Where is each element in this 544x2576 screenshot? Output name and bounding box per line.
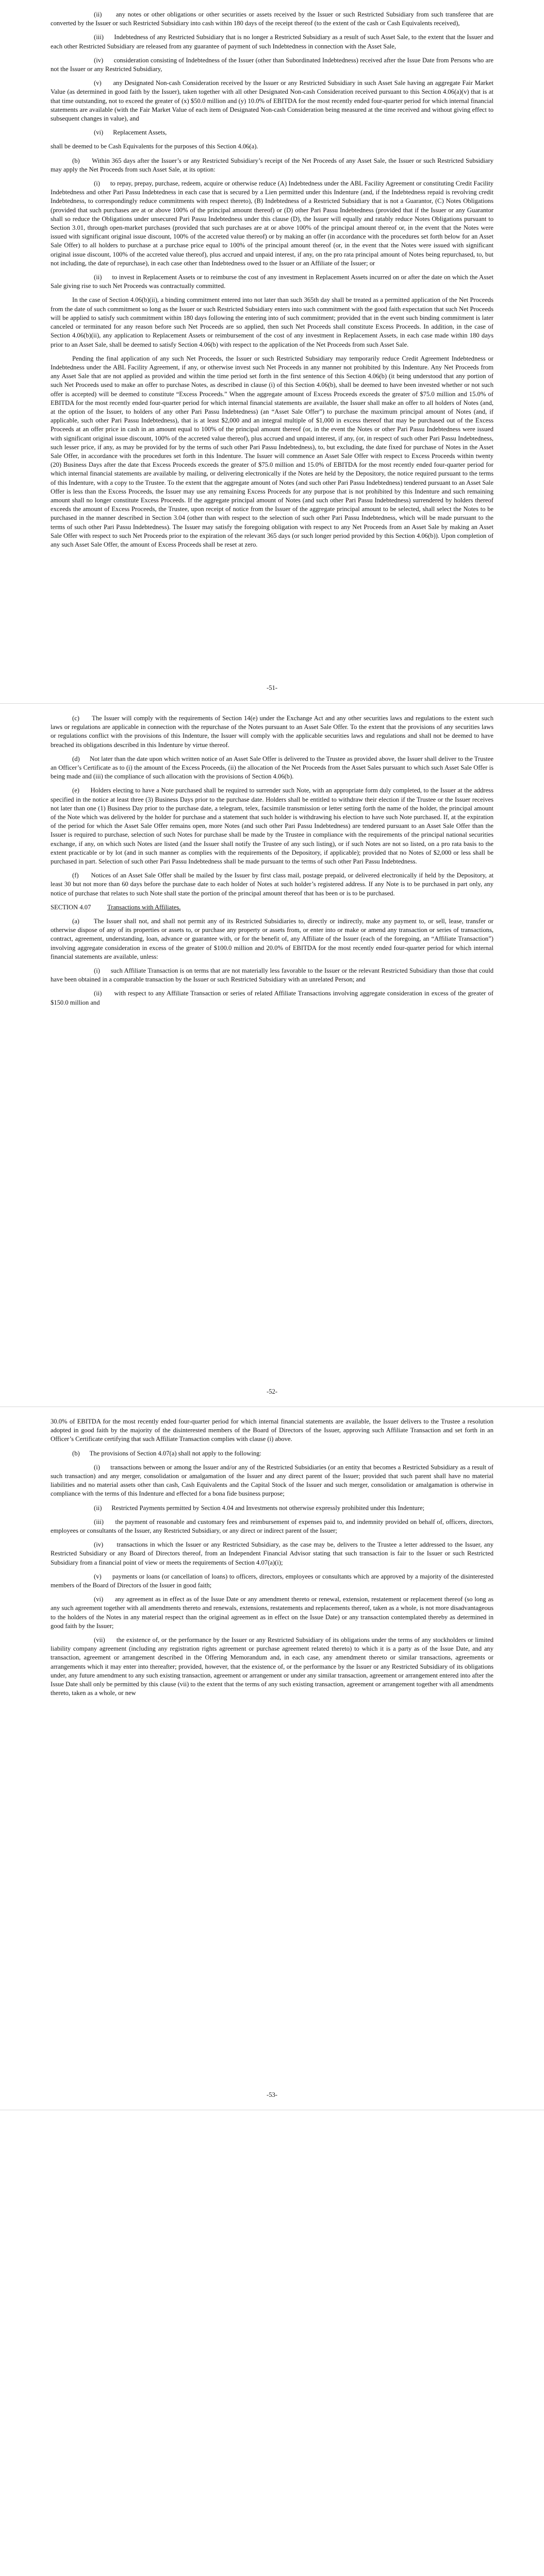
paragraph: (e) Holders electing to have a Note purchased shall be required to surrender such Note, with an appropriate form duly completed, to the Issuer at the address specified in the notice at least three (3) Business Days prior to the purchase date. Holders shall be entitled to withdraw their election if the Trustee or the Issuer receives not later than one (1) Business Day prior to the purchase date, a telegram, telex, facsimile transmission or letter setting forth the name of the holder, the principal amount of the Note which was delivered by the holder for purchase and a statement that such holder is withdrawing his election to have such Note purchased. If, at the expiration of the period for which the Asset Sale Offer remains open, more Notes (and such other Pari Passu Indebtedness) are tendered pursuant to an Asset Sale Offer than the Issuer is required to purchase, selection of such Notes for purchase shall be made by the Trustee in compliance with the requirements of the principal national securities exchange, if any, on which such Notes are listed (and the Issuer shall notify the Trustee of any such listing), or if such Notes are not so listed, on a pro rata basis to the extent practicable or by lot (and in such manner as complies with the requirements of the Depository, if applicable); provided that no Notes of $2,000 or less shall be purchased in part. Selection of such other Pari Passu Indebtedness shall be made pursuant to the terms of such other Pari Passu Indebtedness. [51,787,493,866]
paragraph: (ii) with respect to any Affiliate Transaction or series of related Affiliate Transactions involving aggregate consideration in excess of the greater of $150.0 million and [51,990,493,1006]
paragraph: Pending the final application of any such Net Proceeds, the Issuer or such Restricted Subsidiary may temporarily reduce Credit Agreement Indebtedness or Indebtedness under the ABL Facility Agreement, if any, or otherwise invest such Net Proceeds in any manner not prohibited by this Indenture. Any Net Proceeds from any Asset Sale that are not applied as provided and within the time period set forth in the first sentence of this Section 4.06(b) (it being understood that any portion of such Net Proceeds used to make an offer to purchase Notes, as described in clause (i) of this Section 4.06(b), shall be deemed to have been invested whether or not such offer is accepted) will be deemed to constitute “Excess Proceeds.” When the aggregate amount of Excess Proceeds exceeds the greater of $75.0 million and 15.0% of EBITDA for the most recently ended four-quarter period for which internal financial statements are available, the Issuer shall make an offer to all holders of Notes (and, at the option of the Issuer, to holders of any other Pari Passu Indebtedness) (an “Asset Sale Offer”) to purchase the maximum principal amount of Notes (and, if applicable, such other Pari Passu Indebtedness), that is at least $2,000 and an integral multiple of $1,000 in excess thereof that may be purchased out of the Excess Proceeds at an offer price in cash in an amount equal to 100% of the principal amount thereof (or, in the event the Notes or other Pari Passu Indebtedness were issued with significant original issue discount, 100% of the accreted value thereof), plus accrued and unpaid interest, if any, (or, in respect of such other Pari Passu Indebtedness, such lesser price, if any, as may be provided for by the terms of such other Pari Passu Indebtedness), to, but excluding, the date fixed for purchase of Notes in the Asset Sale Offer, in accordance with the procedures set forth in this Indenture. The Issuer will commence an Asset Sale Offer with respect to Excess Proceeds within twenty (20) Business Days after the date that Excess Proceeds exceeds the greater of $75.0 million and 15.0% of EBITDA for the most recently ended four-quarter period for which internal financial statements are available by mailing, or delivering electronically if the Notes are held by the Depository, the notice required pursuant to the terms of this Indenture, with a copy to the Trustee. To the extent that the aggregate amount of Notes (and such other Pari Passu Indebtedness) tendered pursuant to an Asset Sale Offer is less than the Excess Proceeds, the Issuer may use any remaining Excess Proceeds for any purpose that is not prohibited by this Indenture and such remaining amount shall no longer constitute Excess Proceeds. If the aggregate principal amount of Notes (and such other Pari Passu Indebtedness) surrendered by holders thereof exceeds the amount of Excess Proceeds, the Trustee, upon receipt of notice from the Issuer of the aggregate principal amount to be selected, shall select the Notes to be purchased in the manner described in Section 3.04 (other than with respect to the selection of such other Pari Passu Indebtedness, which will be made pursuant to the terms of such other Pari Passu Indebtedness). The Issuer may satisfy the foregoing obligation with respect to any Net Proceeds from an Asset Sale by making an Asset Sale Offer with respect to such Net Proceeds prior to the expiration of the relevant 365 days (or such longer period provided by this Section 4.06(b)). Upon completion of any such Asset Sale Offer, the amount of Excess Proceeds shall be reset at zero. [51,354,493,548]
paragraph: shall be deemed to be Cash Equivalents for the purposes of this Section 4.06(a). [51,143,258,150]
page-number: -52- [267,1388,277,1395]
paragraph: (v) payments or loans (or cancellation of loans) to officers, directors, employees or consultants which are approved by a majority of the disinterested members of the Board of Directors of the Issuer in good faith; [51,1572,493,1589]
paragraph: (ii) to invest in Replacement Assets or to reimburse the cost of any investment in Replacement Assets incurred on or after the date on which the Asset Sale giving rise to such Net Proceeds was contractually committed. [51,274,493,290]
paragraph: In the case of Section 4.06(b)(ii), a binding commitment entered into not later than such 365th day shall be treated as a permitted application of the Net Proceeds from the date of such commitment so long as the Issuer or such Restricted Subsidiary enters into such commitment with the good faith expectation that such Net Proceeds will be applied to satisfy such commitment within 180 days following the entering into of such commitment; provided that in the event such binding commitment is later canceled or terminated for any reason before such Net Proceeds are so applied, then such Net Proceeds shall constitute Excess Proceeds. In addition, in the case of Section 4.06(b)(ii), any application to Replacement Assets or reimbursement of the cost of any investment in Replacement Assets, in each case made within 180 days prior to an Asset Sale, shall be deemed to satisfy Section 4.06(b) with respect to the application of the Net Proceeds from such Asset Sale. [51,296,493,348]
page-body [51,10,493,554]
paragraph: (ii) Restricted Payments permitted by Section 4.04 and Investments not otherwise expressly prohibited under this Indenture; [94,1504,425,1512]
page [0,703,544,1407]
page-body [51,714,493,1012]
paragraph: (vi) any agreement as in effect as of the Issue Date or any amendment thereto or renewal, extension, restatement or replacement thereof (so long as any such agreement together with all amendments thereto and renewals, extensions, restatements and replacements thereof, taken as a whole, is not more disadvantageous to the holders of the Notes in any material respect than the original agreement as in effect on the Issue Date) or any transaction contemplated thereby as determined in good faith by the Issuer; [51,1596,493,1630]
paragraph: (iii) Indebtedness of any Restricted Subsidiary that is no longer a Restricted Subsidiary as a result of such Asset Sale, to the extent that the Issuer and each other Restricted Subsidiary are released from any guarantee of payment of such Indebtedness in connection with the Asset Sale, [51,33,493,50]
paragraph: (f) Notices of an Asset Sale Offer shall be mailed by the Issuer by first class mail, postage prepaid, or delivered electronically if held by the Depository, at least 30 but not more than 60 days before the purchase date to each holder of Notes at such holder’s registered address. If any Note is to be purchased in part only, any notice of purchase that relates to such Note shall state the portion of the principal amount thereof that has been or is to be purchased. [51,872,493,897]
paragraph: (v) any Designated Non-cash Consideration received by the Issuer or any Restricted Subsidiary in such Asset Sale having an aggregate Fair Market Value (as determined in good faith by the Issuer), taken together with all other Designated Non-cash Consideration received pursuant to this Section 4.06(a)(v) that is at that time outstanding, not to exceed the greater of (x) $50.0 million and (y) 10.0% of EBITDA for the most recently ended four-quarter period for which internal financial statements are available (with the Fair Market Value of each item of Designated Non-cash Consideration being measured at the time received and without giving effect to subsequent changes in value), and [51,79,493,123]
section-number: SECTION 4.07 [51,903,91,911]
paragraph: 30.0% of EBITDA for the most recently ended four-quarter period for which internal financial statements are available, the Issuer delivers to the Trustee a resolution adopted in good faith by the majority of the disinterested members of the Board of Directors of the Issuer, approving such Affiliate Transaction and set forth in an Officer’s Certificate certifying that such Affiliate Transaction complies with clause (i) above. [51,1418,493,1443]
section-title: Transactions with Affiliates. [107,903,181,911]
paragraph: (i) to repay, prepay, purchase, redeem, acquire or otherwise reduce (A) Indebtedness under the ABL Facility Agreement or constituting Credit Facility Indebtedness and other Pari Passu Indebtedness in each case that is secured by a Lien permitted under this Indenture (and, if the Indebtedness repaid is revolving credit Indebtedness, to correspondingly reduce commitments with respect thereto), (B) Indebtedness of a Restricted Subsidiary that is not a Guarantor, (C) Notes Obligations (provided that such purchases are at or above 100% of the principal amount thereof) or (D) other Pari Passu Indebtedness (provided that if the Issuer or any Guarantor shall so reduce the Obligations under unsecured Pari Passu Indebtedness under this clause (D), the Issuer will equally and ratably reduce Notes Obligations pursuant to Section 3.01, through open-market purchases (provided that such purchases are at or above 100% of the principal amount thereof or, in the event that the Notes were issued with significant original issue discount, 100% of the accreted value thereof) or by making an offer (in accordance with the procedures set forth below for an Asset Sale Offer) to all holders to purchase at a purchase price equal to 100% of the principal amount thereof (or, in the event that the Notes were issued with significant original issue discount, 100% of the accreted value thereof), plus accrued and unpaid interest, if any, on the pro rata principal amount of Notes being repurchased, to, but not including, the date of repurchase), in each case other than Indebtedness owed to the Issuer or an Affiliate of the Issuer; or [51,180,493,267]
section-heading [51,903,493,912]
page [0,1406,544,2110]
page [0,0,544,703]
paragraph: (b) The provisions of Section 4.07(a) shall not apply to the following: [72,1449,261,1457]
page-number: -53- [267,2091,277,2098]
paragraph: (b) Within 365 days after the Issuer’s or any Restricted Subsidiary’s receipt of the Net Proceeds of any Asset Sale, the Issuer or such Restricted Subsidiary may apply the Net Proceeds from such Asset Sale, at its option: [51,157,493,173]
page [0,2110,544,2576]
paragraph: (iv) consideration consisting of Indebtedness of the Issuer (other than Subordinated Indebtedness) received after the Issue Date from Persons who are not the Issuer or any Restricted Subsidiary, [51,56,493,73]
paragraph: (iv) transactions in which the Issuer or any Restricted Subsidiary, as the case may be, delivers to the Trustee a letter addressed to the Issuer, any Restricted Subsidiary or any Board of Directors thereof, from an Independent Financial Advisor stating that such transaction is fair to the Issuer or such Restricted Subsidiary from a financial point of view or meets the requirements of Section 4.07(a)(i); [51,1541,493,1566]
paragraph: (i) such Affiliate Transaction is on terms that are not materially less favorable to the Issuer or the relevant Restricted Subsidiary than those that could have been obtained in a comparable transaction by the Issuer or such Restricted Subsidiary with an unrelated Person; and [51,967,493,984]
page-body [51,1417,493,1703]
paragraph: (vi) Replacement Assets, [94,129,167,137]
paragraph: (vii) the existence of, or the performance by the Issuer or any Restricted Subsidiary of its obligations under the terms of any stockholders or limited liability company agreement (including any registration rights agreement or purchase agreement related thereto) to which it is a party as of the Issue Date, and any transaction, agreement or arrangement described in the Offering Memorandum and, in each case, any amendment thereto or similar transactions, agreements or arrangements which it may enter into thereafter; provided, however, that the existence of, or the performance by the Issuer or any Restricted Subsidiary of its obligations under, any future amendment to any such existing transaction, agreement or arrangement or under any similar transaction, agreement or arrangement entered into after the Issue Date shall only be permitted by this clause (vii) to the extent that the terms of any such existing transaction, agreement or arrangement together with all amendments thereto, taken as a whole, or new [51,1636,493,1697]
paragraph: (iii) the payment of reasonable and customary fees and reimbursement of expenses paid to, and indemnity provided on behalf of, officers, directors, employees or consultants of the Issuer, any Restricted Subsidiary, or any direct or indirect parent of the Issuer; [51,1518,493,1535]
paragraph: (d) Not later than the date upon which written notice of an Asset Sale Offer is delivered to the Trustee as provided above, the Issuer shall deliver to the Trustee an Officer’s Certificate as to (i) the amount of the Excess Proceeds, (ii) the allocation of the Net Proceeds from the Asset Sales pursuant to which such Asset Sale Offer is being made and (iii) the compliance of such allocation with the provisions of Section 4.06(b). [51,755,493,781]
paragraph: (i) transactions between or among the Issuer and/or any of the Restricted Subsidiaries (or an entity that becomes a Restricted Subsidiary as a result of such transaction) and any merger, consolidation or amalgamation of the Issuer and any direct parent of the Issuer; provided that such parent shall have no material liabilities and no material assets other than cash, Cash Equivalents and the Capital Stock of the Issuer and such merger, consolidation or amalgamation is otherwise in compliance with the terms of this Indenture and effected for a bona fide business purpose; [51,1463,493,1498]
paragraph: (ii) any notes or other obligations or other securities or assets received by the Issuer or such Restricted Subsidiary from such transferee that are converted by the Issuer or such Restricted Subsidiary into cash within 180 days of the receipt thereof (to the extent of the cash or Cash Equivalents received), [51,11,493,27]
paragraph: (a) The Issuer shall not, and shall not permit any of its Restricted Subsidiaries to, directly or indirectly, make any payment to, or sell, lease, transfer or otherwise dispose of any of its properties or assets to, or purchase any property or assets from, or enter into or make or amend any transaction or series of transactions, contract, agreement, understanding, loan, advance or guarantee with, or for the benefit of, any Affiliate of the Issuer (each of the foregoing, an “Affiliate Transaction”) involving aggregate consideration in excess of the greater of $100.0 million and 20.0% of EBITDA for the most recently ended four-quarter period for which internal financial statements are available, unless: [51,918,493,960]
page-number: -51- [267,684,277,691]
paragraph: (c) The Issuer will comply with the requirements of Section 14(e) under the Exchange Act and any other securities laws and regulations to the extent such laws or regulations are applicable in connection with the repurchase of the Notes pursuant to an Asset Sale Offer. To the extent that the provisions of any securities laws or regulations conflict with the provisions of this Indenture, the Issuer will comply with the applicable securities laws and regulations and shall not be deemed to have breached its obligations described in this Indenture by virtue thereof. [51,715,493,749]
